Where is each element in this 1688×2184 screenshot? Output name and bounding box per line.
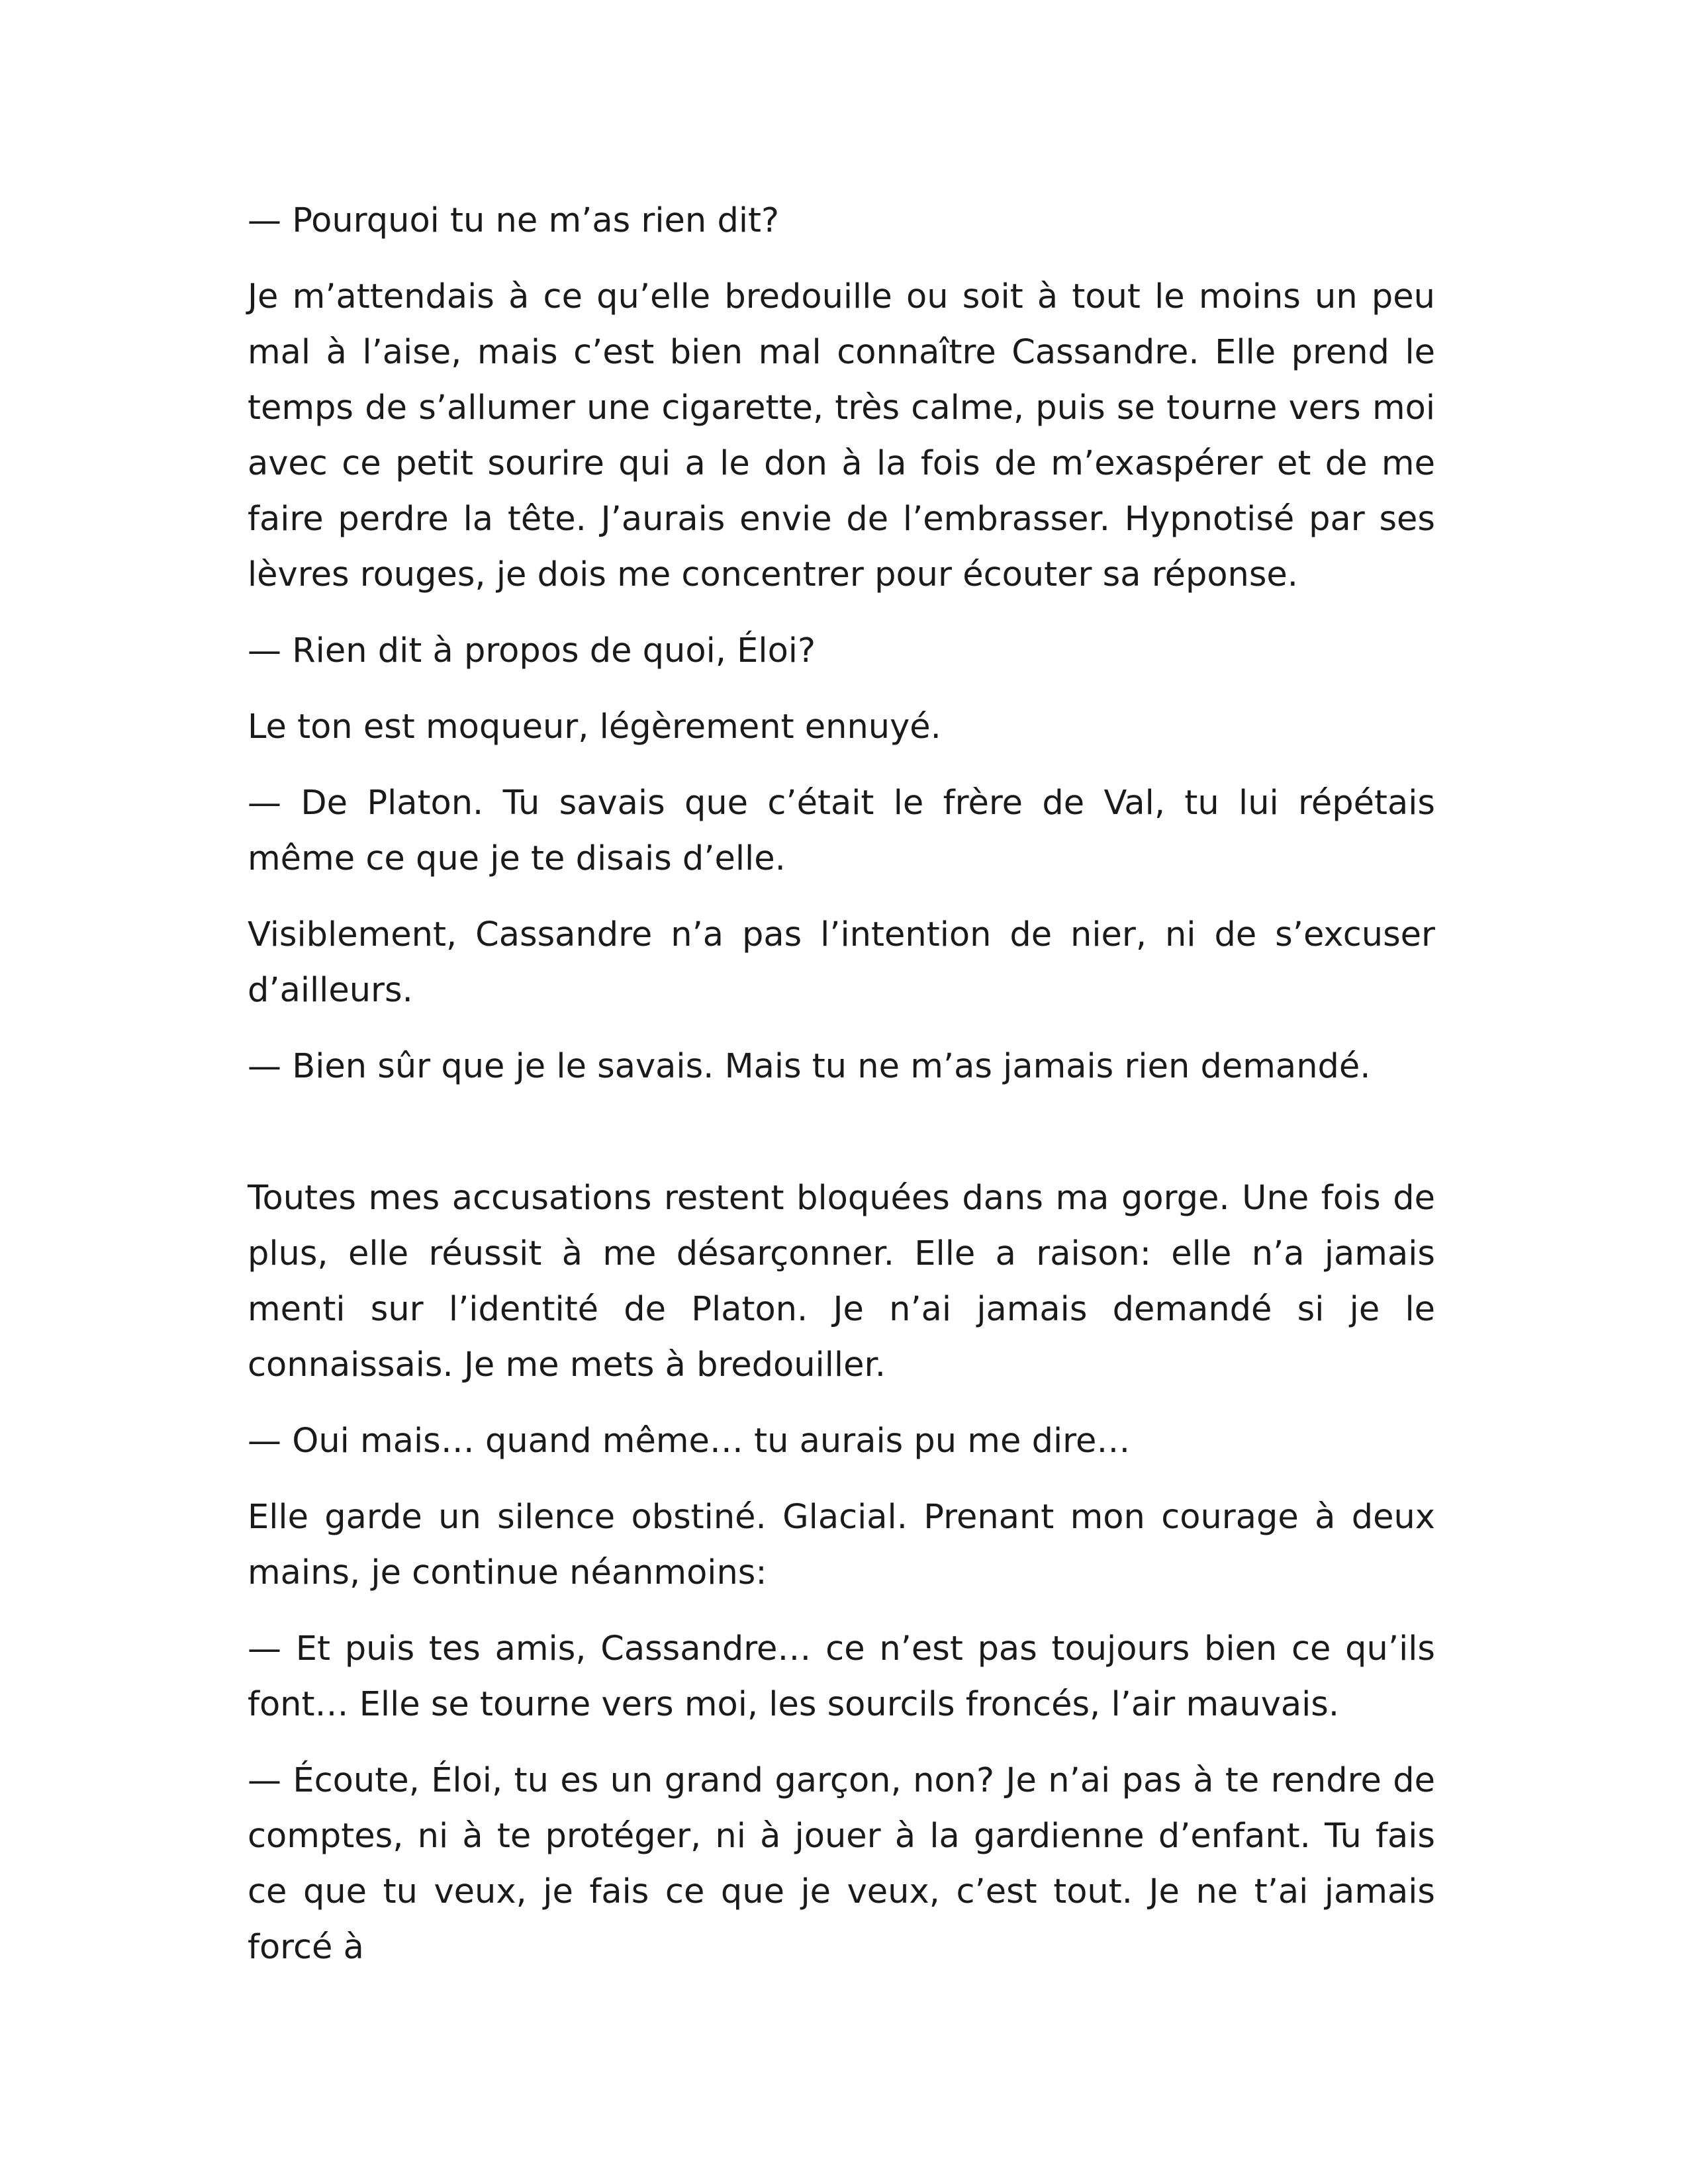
section-break	[248, 1115, 1435, 1171]
narrative-paragraph: Le ton est moqueur, légèrement ennuyé.	[248, 707, 941, 747]
narrative-paragraph: Je m’attendais à ce qu’elle bredouille ou soit à tout le moins un peu mal à l’aise, mais c’est bien mal connaître Cassandre. Elle prend le temps de s’allumer une cigarette, très calme, puis se tourne vers moi avec ce petit sourire qui a le don à la fois de m’exaspérer et de me faire perdre la tête. J’aurais envie de l’embrasser. Hypnotisé par ses lèvres rouges, je dois me concentrer pour écouter sa réponse.	[248, 277, 1435, 594]
dialogue-line: — Oui mais… quand même… tu aurais pu me dire…	[248, 1422, 1131, 1461]
dialogue-line: — De Platon. Tu savais que c’était le frère de Val, tu lui répétais même ce que je te disais d’elle.	[248, 784, 1435, 878]
body-text	[248, 193, 1435, 1996]
dialogue-line: — Bien sûr que je le savais. Mais tu ne m’as jamais rien demandé.	[248, 1047, 1371, 1086]
dialogue-line: — Rien dit à propos de quoi, Éloi?	[248, 631, 816, 670]
narrative-paragraph: Toutes mes accusations restent bloquées dans ma gorge. Une fois de plus, elle réussit à me désarçonner. Elle a raison: elle n’a jamais menti sur l’identité de Platon. Je n’ai jamais demandé si je le connaissais. Je me mets à bredouiller.	[248, 1179, 1435, 1385]
dialogue-line: — Écoute, Éloi, tu es un grand garçon, non? Je n’ai pas à te rendre de comptes, ni à te protéger, ni à jouer à la gardienne d’enfant. Tu fais ce que tu veux, je fais ce que je veux, c’est tout. Je ne t’ai jamais forcé à	[248, 1761, 1435, 1967]
dialogue-line: — Pourquoi tu ne m’as rien dit?	[248, 201, 780, 240]
dialogue-line: — Et puis tes amis, Cassandre… ce n’est pas toujours bien ce qu’ils font… Elle se tourne vers moi, les sourcils froncés, l’air mauvais.	[248, 1629, 1435, 1724]
narrative-paragraph: Visiblement, Cassandre n’a pas l’intention de nier, ni de s’excuser d’ailleurs.	[248, 915, 1435, 1010]
narrative-paragraph: Elle garde un silence obstiné. Glacial. Prenant mon courage à deux mains, je continue néanmoins:	[248, 1498, 1435, 1592]
